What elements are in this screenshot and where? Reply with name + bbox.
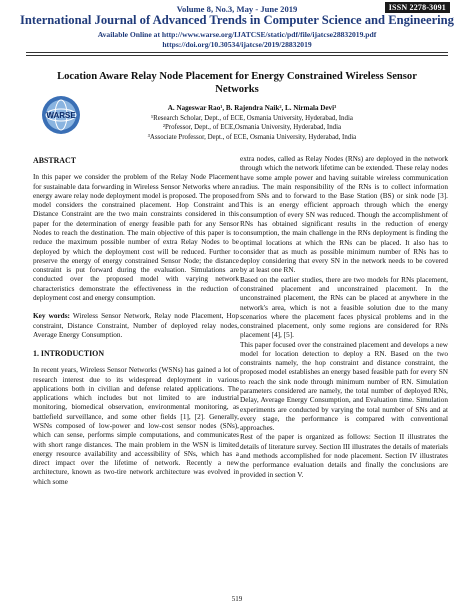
page-number: 519 xyxy=(231,595,243,603)
keywords-label: Key words: xyxy=(33,312,70,321)
paper-title: Location Aware Relay Node Placement for Energy Constrained Wireless Sensor Networks xyxy=(57,71,417,95)
abstract-heading: ABSTRACT xyxy=(33,156,76,165)
keywords-text: Wireless Sensor Network, Relay node Placement, Hop constraint, Distance Constraint, Number of deployed relay nodes, Average Energy Consumption. xyxy=(33,312,239,339)
author-block xyxy=(90,104,414,142)
introduction-heading: 1. INTRODUCTION xyxy=(33,349,105,359)
introduction-text: In recent years, Wireless Sensor Networks (WSNs) has gained a lot of research interest due to its widespread deployment in various applications both in civilian and defense related applications. The applications which includes but not limited to are industrial monitoring, biomedical observation, environmental monitoring, as battlefield surveillance, and some other fields [1], [2]. Generally, WSNs composed of low-power and low-cost sensor nodes (SNs), which can sense, performs simple computations, and communicates with short range distances. The main problem in the WSN is limited energy resource availability and accessibility of SNs, which has a direct impact over the lifetime of network. Recently a new architecture, known as two-tire network architecture was evolved in which some xyxy=(33,366,239,486)
journal-title: International Journal of Advanced Trends in Computer Science and Engineering xyxy=(20,13,454,27)
issn-badge: ISSN 2278-3091 xyxy=(385,2,450,13)
affiliation-2: ²Professor, Dept., of ECE,Osmania University, Hyderabad, India xyxy=(162,124,342,132)
warse-logo xyxy=(40,94,82,136)
online-url[interactable]: Available Online at http://www.warse.org/IJATCSE/static/pdf/file/ijatcse28832019.pdf xyxy=(97,30,377,39)
keywords-paragraph xyxy=(33,312,239,340)
affiliation-3: ³Associate Professor, Dept., of ECE, Osmania University, Hyderabad, India xyxy=(147,133,357,141)
right-paragraph-2: Based on the earlier studies, there are two models for RNs placement, constrained placement and unconstrained placement. In the unconstrained placement, the RNs can be placed at anywhere in the network's area, which is not a feasible solution due to the many scenarios where the placement faces physical problems and in the constrained placement, only some regions are considered for RNs placement [4], [5]. xyxy=(240,275,448,340)
author-names: A. Nageswar Rao¹, B. Rajendra Naik², L. Nirmala Devi³ xyxy=(167,104,337,112)
left-column xyxy=(33,156,239,487)
right-paragraph-4: Rest of the paper is organized as follows: Section II illustrates the details of literature survey. Section III illustrates the details of materials and methods accomplished for node placement. Section IV illustrates the performance evaluation details and finally the conclusions are provided in section V. xyxy=(240,433,448,479)
right-paragraph-3: This paper focused over the constrained placement and develops a new model for location detection to deploy a RN. Based on the two constraints namely, the hop constraint and distance constraint, the proposed model establishes an energy based feasible path for every SN to reach the sink node through minimum number of RN. Simulation parameters considered are namely, the total number of deployed RNs, Delay, Average Energy Consumption, and Evaluation time. Simulation experiments are conducted by varying the total number of SNs and at every stage, the performance is compared with conventional approaches. xyxy=(240,340,448,433)
logo-lettering: WARSE xyxy=(46,111,76,120)
right-paragraph-1: extra nodes, called as Relay Nodes (RNs) are deployed in the network through which the network lifetime can be extended. These relay nodes have some ample power and having suitable wireless communication radius. The main responsibility of the RNs is to collect information from SNs and to forward to the Base Station (BS) or sink node [3]. This is an energy efficient approach through which the energy consumption of every SN was reduced. Though the accomplishment of RNs has obtained significant results in the reduction of energy consumption, the main challenge in the RNs deployment is finding the optimal locations at which the RNs can be placed. It also has to consider that as much as possible minimum number of RNs has to deploy considering that every SN in the network needs to be covered by at least one RN. xyxy=(240,155,448,275)
right-column xyxy=(240,155,448,480)
header-divider-secondary xyxy=(26,55,448,56)
header-divider xyxy=(26,52,448,53)
volume-line: Volume 8, No.3, May - June 2019 xyxy=(176,4,298,14)
affiliation-1: ¹Research Scholar, Dept., of ECE, Osmania University, Hyderabad, India xyxy=(151,114,353,122)
abstract-text: In this paper we consider the problem of the Relay Node Placement for sustainable data forwarding in Wireless Sensor Networks where an energy aware relay node deployment model is proposed. The proposed model considers the constrained placement. Hop Constraint and Distance Constraint are the two main constraints considered in this paper for the determination of energy feasible path for any Sensor Nodes to reach the destination. The main objective of this paper is to reduce the maximum possible number of extra Relay Nodes to be deployed by which the deployment cost will be reduced. Further to preserve the energy of energy constrained Sensor Node; the distance constraint is put forward during the evaluation. Simulations are conducted over the proposed model with varying network characteristics demonstrate the effectiveness in the reduction of deployment cost and energy consumption. xyxy=(33,173,239,302)
doi-link[interactable]: https://doi.org/10.30534/ijatcse/2019/28832019 xyxy=(162,40,312,49)
